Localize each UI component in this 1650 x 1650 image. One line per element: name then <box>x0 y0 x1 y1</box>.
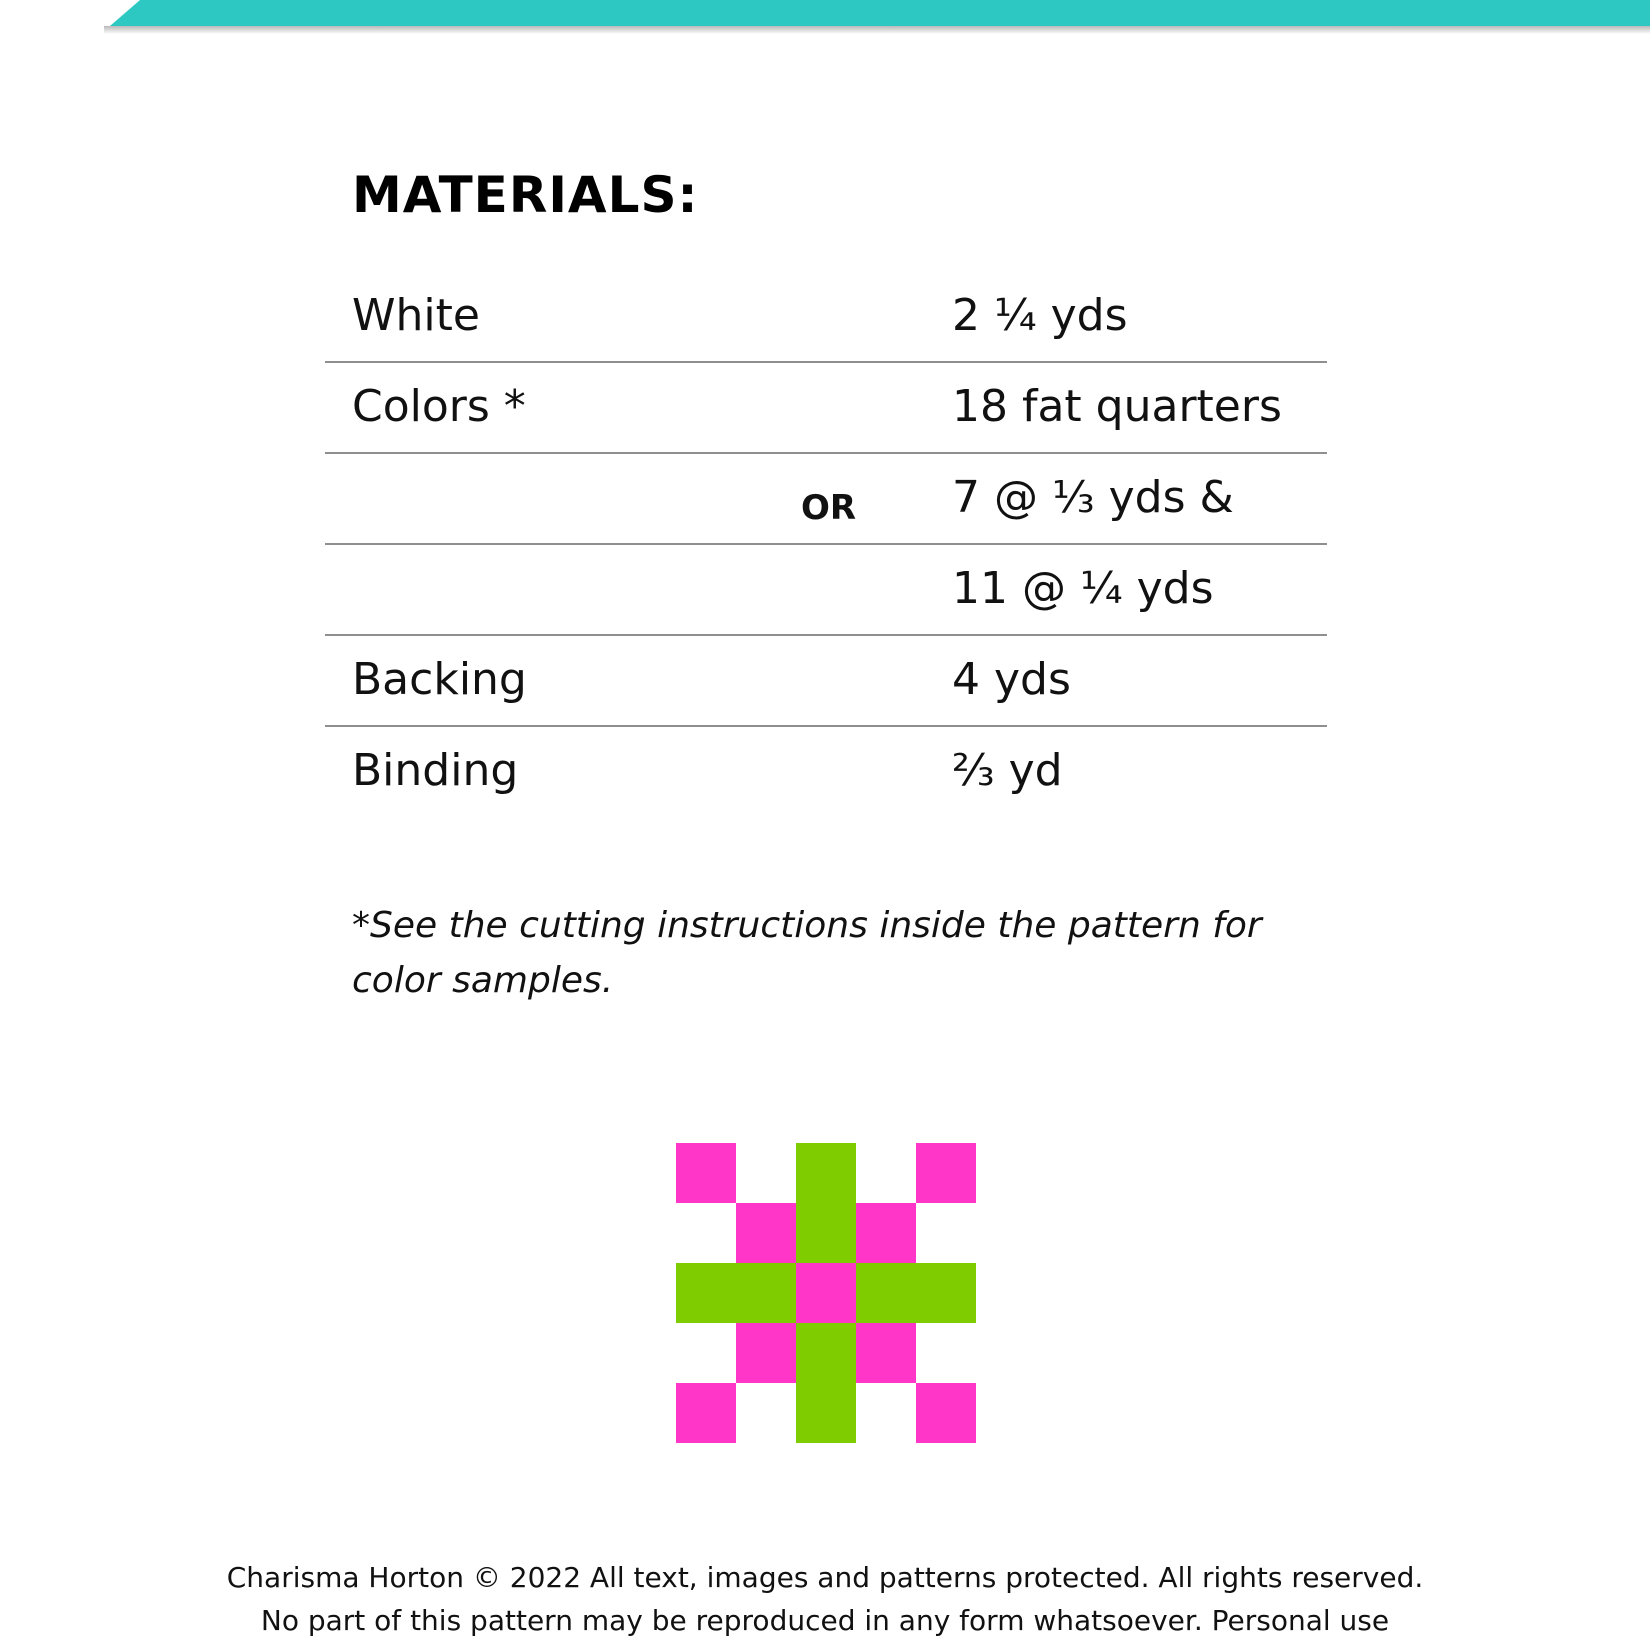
material-name: Binding <box>352 745 519 796</box>
material-name: Colors * <box>352 381 526 432</box>
material-quantity: 11 @ ¼ yds <box>952 563 1214 614</box>
material-name: White <box>352 290 480 341</box>
quilt-square-green <box>796 1203 856 1263</box>
quilt-square-pink <box>796 1263 856 1323</box>
quilt-square-pink <box>736 1323 796 1383</box>
copyright-line: No part of this pattern may be reproduced in any form whatsoever. Personal use <box>260 1604 1390 1637</box>
quilt-square-pink <box>856 1323 916 1383</box>
quilt-square-pink <box>916 1383 976 1443</box>
top-banner <box>110 0 1650 26</box>
materials-row <box>325 636 1327 727</box>
material-name: Backing <box>352 654 527 705</box>
copyright-line: Charisma Horton © 2022 All text, images and patterns protected. All rights reserved. <box>226 1561 1424 1594</box>
materials-row <box>325 272 1327 363</box>
material-or-label: OR <box>801 488 857 528</box>
quilt-square-green <box>916 1263 976 1323</box>
quilt-square-green <box>676 1263 736 1323</box>
quilt-square-green <box>796 1323 856 1383</box>
quilt-block-illustration <box>676 1143 976 1443</box>
quilt-square-pink <box>676 1383 736 1443</box>
material-quantity: 18 fat quarters <box>952 381 1282 432</box>
materials-row <box>325 727 1327 818</box>
material-quantity: 4 yds <box>952 654 1071 705</box>
materials-heading: MATERIALS: <box>352 166 699 224</box>
materials-row <box>325 363 1327 454</box>
quilt-square-green <box>856 1263 916 1323</box>
material-quantity: 2 ¼ yds <box>952 290 1128 341</box>
quilt-square-green <box>796 1143 856 1203</box>
quilt-square-green <box>736 1263 796 1323</box>
footnote: *See the cutting instructions inside the pattern for color samples. <box>352 905 1262 1001</box>
materials-table <box>325 272 1327 818</box>
material-quantity: ⅔ yd <box>952 745 1063 796</box>
quilt-square-pink <box>916 1143 976 1203</box>
quilt-square-pink <box>856 1203 916 1263</box>
quilt-block-svg <box>676 1143 976 1443</box>
quilt-square-pink <box>676 1143 736 1203</box>
copyright-footer <box>200 1556 1450 1642</box>
quilt-square-green <box>796 1383 856 1443</box>
materials-row <box>325 545 1327 636</box>
materials-row <box>325 454 1327 545</box>
quilt-square-pink <box>736 1203 796 1263</box>
material-quantity: 7 @ ⅓ yds & <box>952 472 1234 523</box>
banner-shadow <box>104 26 1650 34</box>
